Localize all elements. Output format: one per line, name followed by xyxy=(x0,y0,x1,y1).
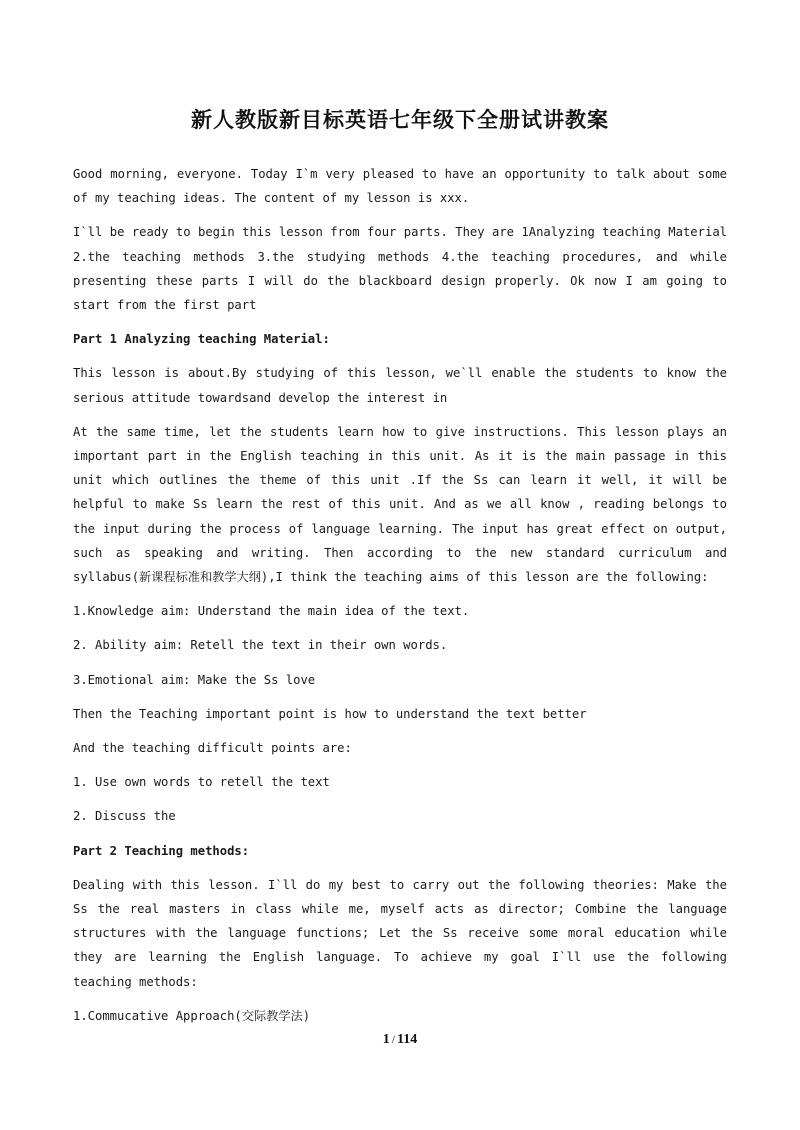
document-body xyxy=(73,162,727,1038)
analysis-paragraph: At the same time, let the students learn how to give instructions. This lesson plays an important part in the English teaching in this unit. As it is the main passage in this unit which outlines the theme of this unit .If the Ss can learn it well, it will be helpful to make Ss learn the rest of this unit. And as we all know , reading belongs to the input during the process of language learning. The input has great effect on output, such as speaking and writing. Then according to the new standard curriculum and syllabus(新课程标准和教学大纲),I think the teaching aims of this lesson are the following: xyxy=(73,424,727,585)
part2-heading: Part 2 Teaching methods: xyxy=(73,843,250,858)
ability-aim: 2. Ability aim: Retell the text in their own words. xyxy=(73,638,448,653)
page-current: 1 xyxy=(382,1032,390,1047)
important-point: Then the Teaching important point is how to understand the text better xyxy=(73,706,587,721)
page-number xyxy=(0,1032,800,1048)
knowledge-aim: 1.Knowledge aim: Understand the main idea of the text. xyxy=(73,604,470,619)
difficult-point-2: 2. Discuss the xyxy=(73,809,176,824)
part1-heading: Part 1 Analyzing teaching Material: xyxy=(73,332,330,347)
lesson-about-paragraph: This lesson is about.By studying of this lesson, we`ll enable the students to know the serious attitude towardsand develop the interest in xyxy=(73,366,727,405)
emotional-aim: 3.Emotional aim: Make the Ss love xyxy=(73,672,316,687)
page-separator: / xyxy=(391,1032,396,1046)
difficult-points-intro: And the teaching difficult points are: xyxy=(73,741,352,756)
page-total: 114 xyxy=(397,1032,418,1047)
document-title: 新人教版新目标英语七年级下全册试讲教案 xyxy=(191,107,609,132)
method-1: 1.Commucative Approach(交际教学法) xyxy=(73,1008,311,1023)
intro-paragraph: Good morning, everyone. Today I`m very pleased to have an opportunity to talk about some of my teaching ideas. The content of my lesson is xxx. xyxy=(73,167,727,206)
overview-paragraph: I`ll be ready to begin this lesson from four parts. They are 1Analyzing teaching Material 2.the teaching methods 3.the studying methods 4.the teaching procedures, and while presenting these parts I will do the blackboard design properly. Ok now I am going to start from the first part xyxy=(73,225,727,313)
difficult-point-1: 1. Use own words to retell the text xyxy=(73,775,330,790)
methods-paragraph: Dealing with this lesson. I`ll do my best to carry out the following theories: Make the Ss the real masters in class while me, myself acts as director; Combine the language structures with the language functions; Let the Ss receive some moral education while they are learning the English language. To achieve my goal I`ll use the following teaching methods: xyxy=(73,877,727,989)
